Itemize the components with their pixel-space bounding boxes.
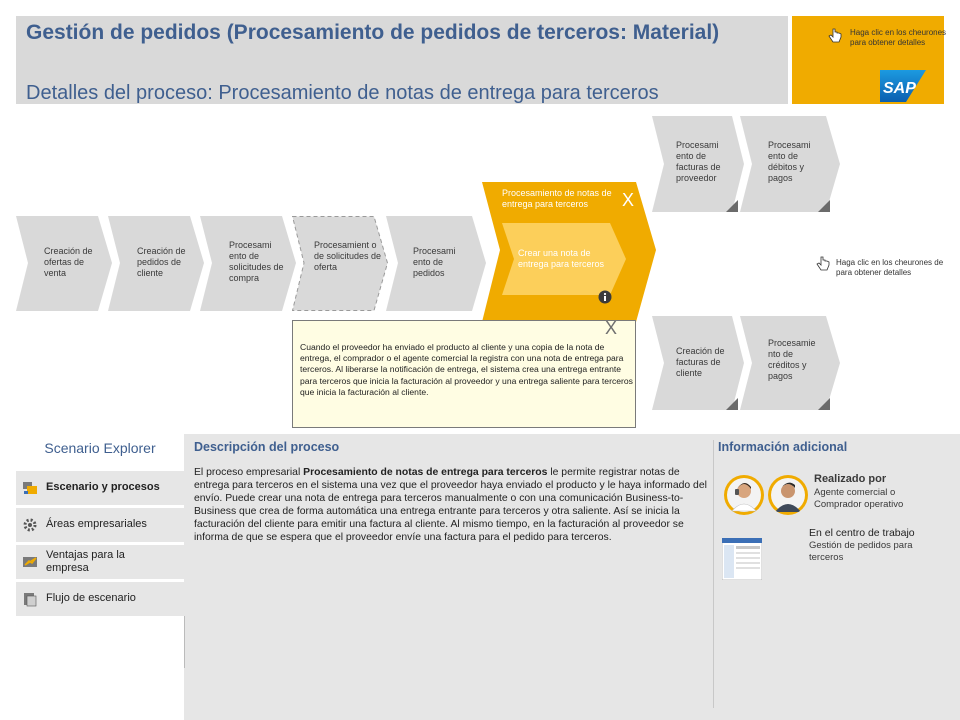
description-text-bold: Procesamiento de notas de entrega para terceros <box>303 467 548 478</box>
chevron-hint-mid: Haga clic en los cheurones de para obtener detalles <box>836 258 944 277</box>
chevron-debitos-pagos[interactable] <box>740 116 840 212</box>
expand-corner-icon <box>726 200 738 212</box>
chevron-label: Procesami ento de pedidos <box>413 246 456 278</box>
work-center-screenshot-icon[interactable] <box>722 538 762 580</box>
chevron-label: Procesamient o de solicitudes de oferta <box>314 240 382 272</box>
description-text-end: le permite registrar notas de entrega para terceros en el sistema una vez que el proveedor haya enviado el producto y le haya informado del envío. Puede crear una nota de entrega para terceros manualmente o con una comunicación Business-to-Business que crea de forma automática una entrega entrante para terceros y otra saliente. Así se inicia la facturación del cliente para emitir una factura al cliente. Al mismo tiempo, en la facturación al proveedor se informa de que se espera que el proveedor envíe una factura para el pedido para terceros. <box>194 467 707 544</box>
chevron-solicitudes-compra[interactable] <box>200 216 296 311</box>
chevron-notas-entrega-active[interactable] <box>482 182 658 322</box>
benefits-icon <box>22 554 38 570</box>
nav-label: Ventajas para la empresa <box>46 549 125 574</box>
performed-by-value: Agente comercial o Comprador operativo <box>814 487 904 510</box>
column-divider <box>713 440 714 708</box>
page-title: Gestión de pedidos (Procesamiento de pedidos de terceros: Material) <box>26 21 720 44</box>
avatar-buyer <box>768 475 808 515</box>
performed-by-title: Realizado por <box>814 473 887 485</box>
chevron-creditos-pagos[interactable] <box>740 316 840 410</box>
chevron-label: Procesami ento de débitos y pagos <box>768 140 811 183</box>
nav-escenario-procesos[interactable] <box>16 471 186 505</box>
description-title: Descripción del proceso <box>194 440 340 454</box>
work-center-title: En el centro de trabajo <box>809 527 915 539</box>
page-subtitle: Detalles del proceso: Procesamiento de notas de entrega para terceros <box>26 82 659 104</box>
chevron-label: Procesami ento de solicitudes de compra <box>229 240 284 283</box>
chevron-solicitudes-oferta[interactable] <box>292 216 388 311</box>
svg-text:SAP: SAP <box>883 80 916 97</box>
avatar-sales-agent <box>724 475 764 515</box>
expand-corner-icon <box>818 398 830 410</box>
hand-pointer-icon <box>828 28 842 44</box>
chevron-hint-top: Haga clic en los cheurones para obtener detalles <box>850 28 947 47</box>
active-group-label: Procesamiento de notas de entrega para terceros <box>502 188 612 209</box>
nav-areas-empresariales[interactable] <box>16 508 186 542</box>
note-text: Cuando el proveedor ha enviado el producto al cliente y una copia de la nota de entrega, el comprador o el agente comercial la registra con una nota de entrega para terceros. Al liberarse la notificación de entrega, el sistema crea una entrega entrante para terceros que inicia la facturación al proveedor y una entrega saliente para terceros que inicia la facturación al cliente. <box>300 342 633 397</box>
expand-corner-icon <box>726 398 738 410</box>
sap-logo <box>880 70 926 102</box>
info-title: Información adicional <box>718 440 848 454</box>
note-close-icon[interactable]: X <box>605 318 618 338</box>
chevron-facturas-proveedor[interactable] <box>652 116 744 212</box>
scenario-explorer-title: Scenario Explorer <box>44 440 156 456</box>
chevron-label: Creación de facturas de cliente <box>676 346 725 378</box>
nav-ventajas-empresa[interactable] <box>16 545 186 579</box>
flow-icon <box>22 591 38 607</box>
nav-label: Escenario y procesos <box>46 481 160 493</box>
work-center-value: Gestión de pedidos para terceros <box>809 540 913 563</box>
description-text <box>194 466 710 545</box>
description-text-start: El proceso empresarial <box>194 467 304 478</box>
chevron-label: Creación de pedidos de cliente <box>137 246 186 278</box>
chevron-label: Creación de ofertas de venta <box>44 246 93 278</box>
expand-corner-icon <box>818 200 830 212</box>
hand-pointer-icon <box>816 256 830 272</box>
scenario-icon <box>22 480 38 496</box>
info-icon[interactable] <box>598 290 612 304</box>
chevron-creacion-ofertas[interactable] <box>16 216 112 311</box>
nav-label: Áreas empresariales <box>46 518 147 530</box>
chevron-creacion-pedidos[interactable] <box>108 216 204 311</box>
chevron-procesamiento-pedidos[interactable] <box>386 216 486 311</box>
gear-icon <box>22 517 38 533</box>
close-icon[interactable]: X <box>622 190 635 210</box>
sub-chevron-crear-nota[interactable]: Crear una nota de entrega para terceros <box>518 248 605 269</box>
chevron-label: Procesamie nto de créditos y pagos <box>768 338 816 381</box>
nav-label: Flujo de escenario <box>46 592 136 604</box>
divider <box>184 616 185 668</box>
chevron-label: Procesami ento de facturas de proveedor <box>676 140 721 183</box>
nav-flujo-escenario[interactable] <box>16 582 186 616</box>
chevron-facturas-cliente[interactable] <box>652 316 744 410</box>
